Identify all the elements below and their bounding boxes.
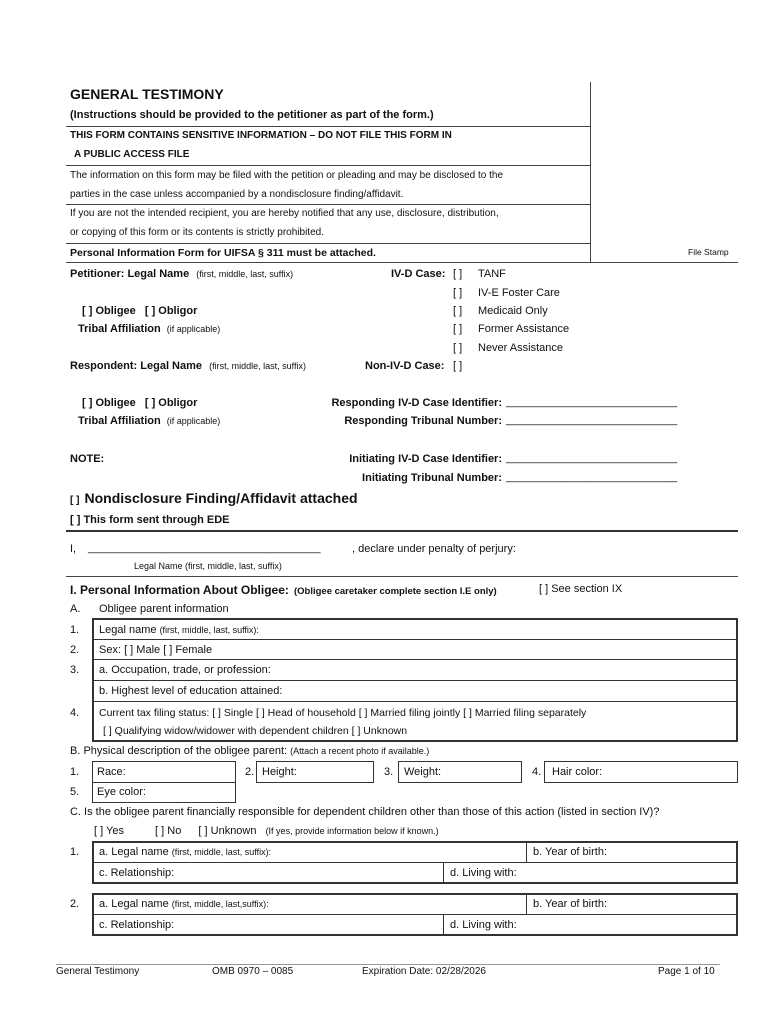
ivd-checkbox-foster[interactable]: [ ] [453,287,463,299]
nondisclosure-row [70,490,358,506]
warning-line-1: THIS FORM CONTAINS SENSITIVE INFORMATION – DO NOT FILE THIS FORM IN [70,130,452,141]
stamp-divider [590,82,591,262]
yes-checkbox[interactable]: [ ] Yes [94,825,124,837]
dependent-1-year-field[interactable]: b. Year of birth: [533,846,607,858]
ivd-option-medicaid: Medicaid Only [478,305,548,317]
dependent-2-year-field[interactable]: b. Year of birth: [533,898,607,910]
dependent-1-relationship-field[interactable]: c. Relationship: [99,867,175,879]
sex-field[interactable]: Sex: [ ] Male [ ] Female [99,644,213,656]
file-stamp-label: File Stamp [688,247,729,257]
divider [526,893,527,914]
warning-line-2: A PUBLIC ACCESS FILE [74,149,190,160]
pif-line: Personal Information Form for UIFSA § 311 must be attached. [70,247,376,259]
dependent-2-living-field[interactable]: d. Living with: [450,919,517,931]
petitioner-tribal [78,323,220,335]
legal-name-field[interactable] [99,624,259,636]
item-b [70,745,429,757]
hair-color-label: Hair color: [552,766,603,778]
footer-form-name: General Testimony [56,966,140,977]
item-number: 1. [70,766,80,778]
initiating-ivd-field[interactable]: ____________________________ [506,452,678,464]
item-number: 3. [70,664,80,676]
ivd-case-label: IV-D Case: [391,268,446,280]
race-label: Race: [97,766,126,778]
legal-name-label: Legal name [99,624,157,636]
divider [66,204,590,205]
item-a-text: Obligee parent information [99,603,229,615]
notice-line-1: If you are not the intended recipient, you are hereby notified that any use, disclosure, distribution, [70,208,499,219]
responding-ivd-field[interactable]: ____________________________ [506,396,678,408]
footer-expiration: Expiration Date: 02/28/2026 [362,966,486,977]
responding-tribunal-label: Responding Tribunal Number: [344,415,502,427]
section-1-title [70,583,497,597]
dependent-2-name-field[interactable] [99,898,269,910]
dependents-answer-row [94,825,439,837]
petitioner-obligor-checkbox[interactable]: [ ] Obligor [144,305,198,317]
item-number: 1. [70,624,80,636]
petitioner-hint: (first, middle, last, suffix) [196,269,294,279]
dependent-name-label: a. Legal name [99,898,169,910]
footer-divider [56,964,720,965]
item-number: 5. [70,786,80,798]
occupation-field[interactable]: a. Occupation, trade, or profession: [99,664,271,676]
declaration-caption: Legal Name (first, middle, last, suffix) [134,561,282,571]
responding-tribunal-field[interactable]: ____________________________ [506,414,678,426]
notice-line-2: or copying of this form or its contents is strictly prohibited. [70,227,324,238]
divider [66,243,590,244]
tribal-label: Tribal Affiliation [78,415,161,427]
divider [92,701,738,702]
tax-status-line-1[interactable]: Current tax filing status: [ ] Single [ ] Head of household [ ] Married filing jointly [ ] Married filing separately [99,707,587,719]
divider [66,262,738,263]
item-number: 2. [70,644,80,656]
declaration-suffix: , declare under penalty of perjury: [352,543,516,555]
divider [92,659,738,660]
info-line-1: The information on this form may be filed with the petition or pleading and may be disclosed to the [70,170,504,181]
petitioner-role [82,305,197,317]
initiating-ivd-label: Initiating IV-D Case Identifier: [349,453,502,465]
respondent-obligor-checkbox[interactable]: [ ] Obligor [144,397,198,409]
divider [92,914,738,915]
no-checkbox[interactable]: [ ] No [155,825,182,837]
eye-color-label: Eye color: [97,786,146,798]
ivd-option-tanf: TANF [478,268,506,280]
nonivd-label: Non-IV-D Case: [365,360,445,372]
footer-page-number: Page 1 of 10 [658,966,715,977]
respondent-role [82,397,197,409]
respondent-hint: (first, middle, last, suffix) [209,361,306,371]
dependent-name-hint: (first, middle, last, suffix): [171,847,272,857]
divider [92,862,738,863]
ivd-checkbox-medicaid[interactable]: [ ] [453,305,463,317]
education-field[interactable]: b. Highest level of education attained: [99,685,283,697]
divider [443,862,444,884]
unknown-checkbox[interactable]: [ ] Unknown [198,825,257,837]
section-1-heading: I. Personal Information About Obligee: [70,583,289,597]
item-number: 3. [384,766,394,778]
divider [92,639,738,640]
dependent-2-relationship-field[interactable]: c. Relationship: [99,919,175,931]
petitioner-row [70,268,293,280]
note-label: NOTE: [70,453,105,465]
respondent-label: Respondent: Legal Name [70,360,203,372]
footer-omb: OMB 0970 – 0085 [212,966,294,977]
info-line-2: parties in the case unless accompanied by a nondisclosure finding/affidavit. [70,189,404,200]
legal-name-hint: (first, middle, last, suffix): [159,625,259,635]
divider [66,126,590,127]
tribal-hint: (if applicable) [166,416,221,426]
divider [526,841,527,862]
dependent-1-living-field[interactable]: d. Living with: [450,867,517,879]
item-number: 4. [532,766,542,778]
nondisclosure-label: Nondisclosure Finding/Affidavit attached [84,490,358,506]
tribal-hint: (if applicable) [166,324,221,334]
item-a-letter: A. [70,603,81,615]
petitioner-obligee-checkbox[interactable]: [ ] Obligee [82,305,136,317]
divider [443,914,444,936]
dependent-name-label: a. Legal name [99,846,169,858]
height-label: Height: [262,766,297,778]
divider [66,576,738,577]
item-number: 1. [70,846,80,858]
respondent-tribal [78,415,220,427]
ivd-option-never: Never Assistance [478,342,563,354]
dependent-1-name-field[interactable] [99,846,271,858]
ivd-checkbox-tanf[interactable]: [ ] [453,268,463,280]
nondisclosure-checkbox[interactable]: [ ] [70,495,80,506]
ivd-option-former: Former Assistance [478,323,570,335]
nonivd-checkbox[interactable]: [ ] [453,360,463,372]
respondent-row [70,360,306,372]
initiating-tribunal-field[interactable]: ____________________________ [506,471,678,483]
see-section-ix-checkbox[interactable]: [ ] See section IX [539,583,623,595]
divider [66,165,590,166]
respondent-obligee-checkbox[interactable]: [ ] Obligee [82,397,136,409]
ivd-checkbox-never[interactable]: [ ] [453,342,463,354]
initiating-tribunal-label: Initiating Tribunal Number: [362,472,502,484]
ivd-option-foster: IV-E Foster Care [478,287,560,299]
dependent-name-hint: (first, middle, last,suffix): [171,899,269,909]
dependents-hint: (If yes, provide information below if known.) [265,826,439,836]
item-c-text: C. Is the obligee parent financially responsible for dependent children other than those of this action (listed in section IV)? [70,806,660,818]
declaration-prefix: I, [70,543,77,555]
ivd-checkbox-former[interactable]: [ ] [453,323,463,335]
weight-label: Weight: [404,766,442,778]
item-b-text: B. Physical description of the obligee parent: [70,745,288,757]
item-number: 4. [70,707,80,719]
tribal-label: Tribal Affiliation [78,323,161,335]
tax-status-line-2[interactable]: [ ] Qualifying widow/widower with dependent children [ ] Unknown [103,725,408,737]
ede-checkbox[interactable]: [ ] This form sent through EDE [70,514,230,526]
form-title: GENERAL TESTIMONY [70,86,224,102]
item-b-hint: (Attach a recent photo if available.) [290,746,430,756]
item-number: 2. [245,766,255,778]
petitioner-label: Petitioner: Legal Name [70,268,190,280]
section-1-note: (Obligee caretaker complete section I.E only) [293,586,497,597]
instructions-note: (Instructions should be provided to the petitioner as part of the form.) [70,109,434,121]
divider [66,530,738,532]
declaration-name-field[interactable]: ______________________________________ [88,542,321,554]
divider [92,680,738,681]
responding-ivd-label: Responding IV-D Case Identifier: [331,397,502,409]
item-number: 2. [70,898,80,910]
